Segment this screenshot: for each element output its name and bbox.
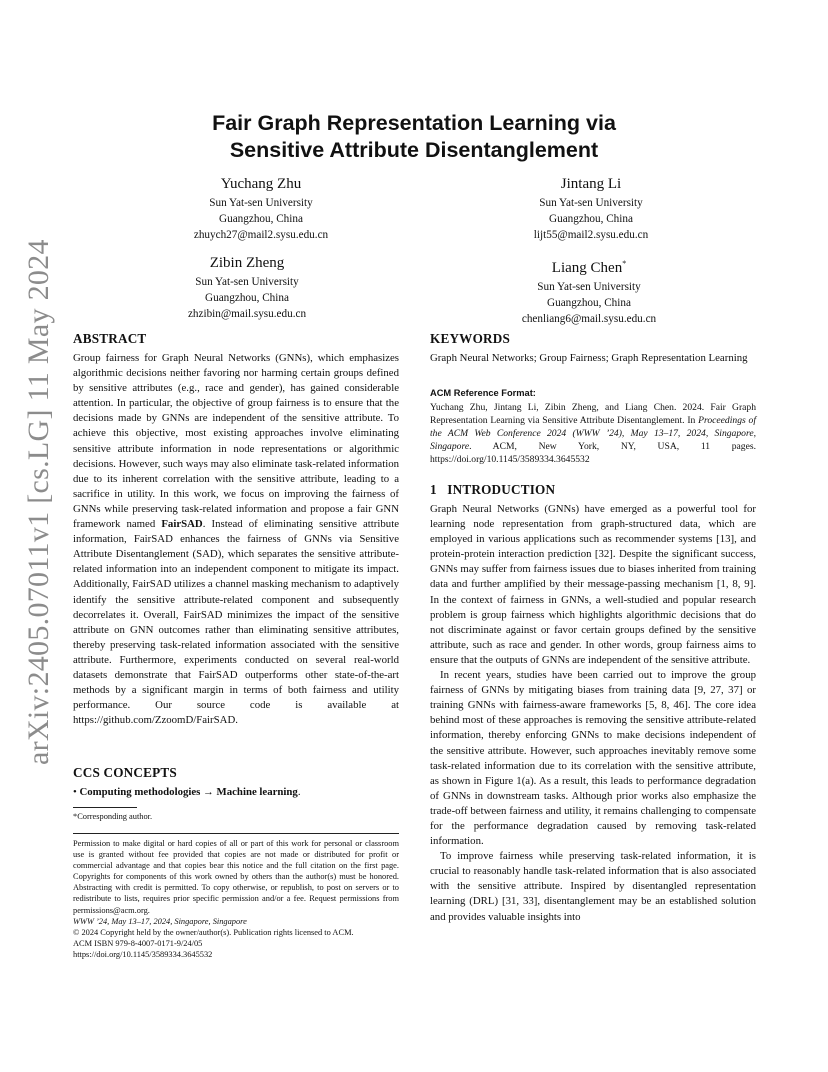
introduction-section	[430, 482, 756, 925]
permission-rule	[73, 833, 399, 834]
permission-block	[73, 838, 399, 960]
author-location: Guangzhou, China	[219, 213, 303, 225]
keywords-heading: KEYWORDS	[430, 331, 511, 346]
abstract-text: Group fairness for Graph Neural Networks (GNNs), which emphasizes algorithmic decisions neither favoring nor harming certain groups defined by sensitive attributes (e.g., race and gender), has gained considerable attention. In particular, the objective of group fairness is to ensure that the decisions made by GNNs are independent of the sensitive attribute. To achieve this objective, most existing approaches involve eliminating sensitive attribute information in node representations or algorithmic decisions. However, such ways may also eliminate task-related information due to its inherent correlation with the sensitive attribute, leading to a sacrifice in utility. In this work, we focus on improving the fairness of GNNs while preserving task-related information and propose a fair GNN framework named FairSAD. Instead of eliminating sensitive attribute information, FairSAD enhances the fairness of GNNs via Sensitive Attribute Disentanglement (SAD), which separates the sensitive attribute-related information into an independent component to mitigate its impact. Additionally, FairSAD utilizes a channel masking mechanism to adaptively identify the sensitive attribute-related component and subsequently decorrelates it. Overall, FairSAD minimizes the impact of the sensitive attribute on GNN outcomes rather than eliminating sensitive attributes, thereby preserving task-related information associated with the sensitive attribute. Furthermore, experiments conducted on several real-world datasets demonstrate that FairSAD outperforms other state-of-the-art methods by a significant margin in terms of both fairness and utility performance. Our source code is available at https://github.com/ZzoomD/FairSAD.	[73, 352, 399, 727]
keywords-text: Graph Neural Networks; Group Fairness; Graph Representation Learning	[430, 352, 748, 364]
acm-ref-heading: ACM Reference Format:	[430, 388, 536, 398]
author-affiliation: Sun Yat-sen University	[539, 197, 643, 209]
ccs-heading: CCS CONCEPTS	[73, 765, 177, 780]
author-location: Guangzhou, China	[205, 292, 289, 304]
author-name: Jintang Li	[560, 176, 622, 192]
author-block	[469, 254, 709, 327]
doi-line: https://doi.org/10.1145/3589334.3645532	[73, 949, 213, 959]
author-block	[471, 175, 711, 243]
ccs-item: • Computing methodologies → Machine learning.	[73, 786, 301, 798]
author-affiliation: Sun Yat-sen University	[537, 281, 641, 293]
author-location: Guangzhou, China	[549, 213, 633, 225]
keywords-section	[430, 331, 756, 366]
author-email: chenliang6@mail.sysu.edu.cn	[521, 313, 657, 325]
author-affiliation: Sun Yat-sen University	[195, 276, 299, 288]
author-email: zhzibin@mail.sysu.edu.cn	[187, 308, 307, 320]
intro-paragraph-1: Graph Neural Networks (GNNs) have emerged as a powerful tool for learning node representation from graph-structured data, which are employed in various applications such as recommender systems [13], and protein-protein interaction prediction [32]. Despite the significant success, GNNs may suffer from fairness issues due to biases inherited from training data and further amplified by their message-passing mechanism [1, 8, 9]. In the context of fairness in GNNs, a well-studied and popular research problem is group fairness which highlights algorithmic decisions that do not discriminate against or favor certain groups defined by the sensitive attribute, such as race and gender. In other words, group fairness aims to ensure that the outputs of GNNs are independent of the sensitive attribute.	[430, 503, 756, 666]
author-location: Guangzhou, China	[547, 297, 631, 309]
footnote-rule	[73, 807, 137, 808]
permission-notice: Permission to make digital or hard copies of all or part of this work for personal or classroom use is granted without fee provided that copies are not made or distributed for profit or commercial advantage and that copies bear this notice and the full citation on the first page. Copyrights for components of this work owned by others than the author(s) must be honored. Abstracting with credit is permitted. To copy otherwise, or republish, to post on servers or to redistribute to lists, requires prior specific permission and/or a fee. Request permissions from permissions@acm.org.	[73, 839, 399, 915]
intro-paragraph-3: To improve fairness while preserving task-related information, it is crucial to reasonably handle task-related information that is also associated with the sensitive attribute. Inspired by disentangled representation learning (DRL) [31, 33], disentanglement may be an established solution and provides valuable insights into	[430, 850, 756, 923]
framework-name: FairSAD	[161, 518, 203, 531]
abstract-section	[73, 331, 399, 728]
isbn-line: ACM ISBN 979-8-4007-0171-9/24/05	[73, 938, 203, 948]
author-block	[141, 175, 381, 243]
intro-paragraph-2: In recent years, studies have been carried out to improve the group fairness of GNNs by mitigating biases from training data [9, 27, 37] or training GNNs with fairness-aware frameworks [5, 8, 46]. The core idea behind most of these approaches is removing the sensitive attribute-related information, thereby enforcing GNNs to make decisions independent of the sensitive attribute. However, such approaches inevitably remove some task-related information due to its correlation with the sensitive attribute, as shown in Figure 1(a). As a result, this leads to performance degradation of GNNs in downstream tasks. Although prior works also emphasize the trade-off between fairness and utility, it remains challenging to compensate for the performance degradation caused by removing task-related information.	[430, 669, 756, 848]
author-block	[127, 254, 367, 322]
copyright-line: © 2024 Copyright held by the owner/author(s). Publication rights licensed to ACM.	[73, 927, 354, 937]
ccs-section	[73, 765, 399, 800]
author-email: lijt55@mail2.sysu.edu.cn	[533, 229, 649, 241]
author-name: Zibin Zheng	[209, 255, 285, 271]
acm-ref-text: Yuchang Zhu, Jintang Li, Zibin Zheng, and Liang Chen. 2024. Fair Graph Representation Learning via Sensitive Attribute Disentanglement. In Proceedings of the ACM Web Conference 2024 (WWW ’24), May 13–17, 2024, Singapore, Singapore. ACM, New York, NY, USA, 11 pages. https://doi.org/10.1145/3589334.3645532	[430, 402, 756, 465]
footnote: *Corresponding author.	[73, 812, 153, 821]
author-affiliation: Sun Yat-sen University	[209, 197, 313, 209]
acm-reference	[430, 387, 756, 466]
author-email: zhuych27@mail2.sysu.edu.cn	[193, 229, 329, 241]
title-line-1: Fair Graph Representation Learning via	[212, 111, 616, 135]
paper-title	[0, 110, 828, 164]
abstract-heading: ABSTRACT	[73, 331, 147, 346]
intro-heading: 1 INTRODUCTION	[430, 482, 556, 497]
arxiv-stamp: arXiv:2405.07011v1 [cs.LG] 11 May 2024	[22, 239, 55, 765]
title-line-2: Sensitive Attribute Disentanglement	[229, 138, 599, 162]
author-name: Liang Chen*	[551, 259, 627, 276]
corresponding-mark: *	[622, 259, 627, 268]
venue-line: WWW ’24, May 13–17, 2024, Singapore, Singapore	[73, 916, 247, 926]
author-name: Yuchang Zhu	[220, 176, 302, 192]
